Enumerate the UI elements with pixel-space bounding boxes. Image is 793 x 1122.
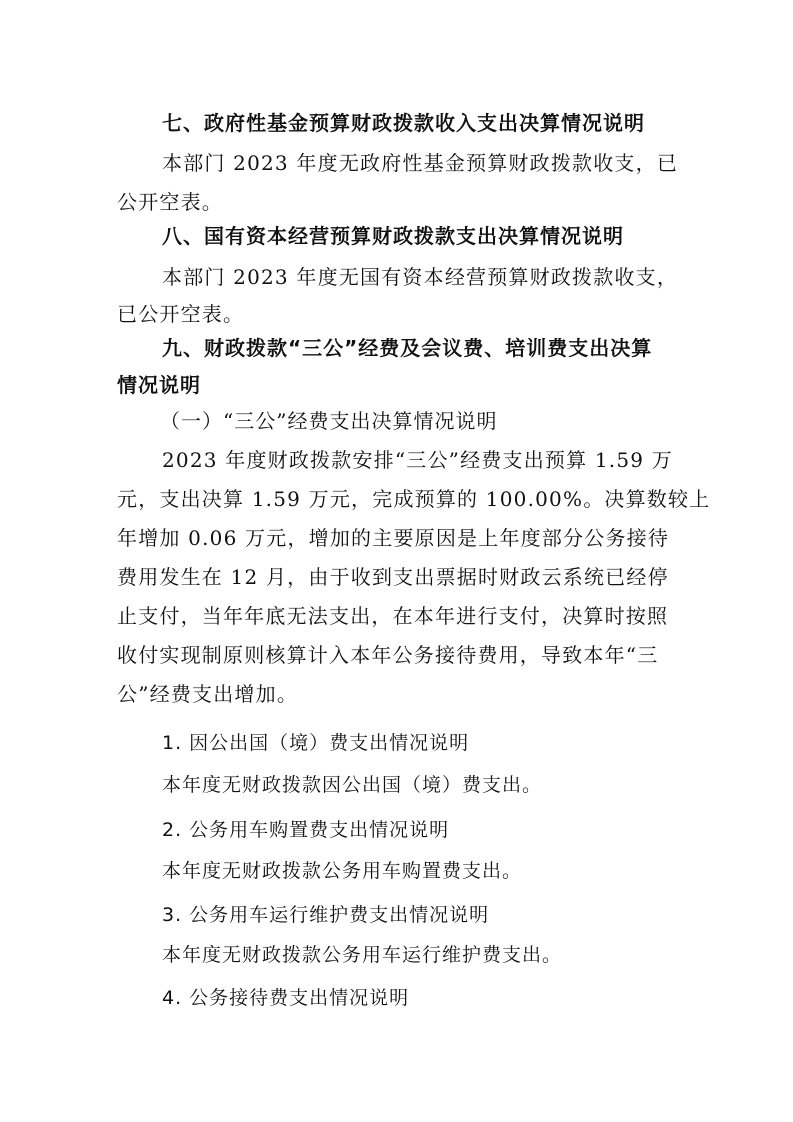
subsection-1-paragraph-line-3: 年增加 0.06 万元，增加的主要原因是上年度部分公务接待 <box>117 526 670 550</box>
section-7-paragraph-line-2: 公开空表。 <box>117 190 223 214</box>
item-1-heading: 1. 因公出国（境）费支出情况说明 <box>162 732 470 754</box>
item-4-heading: 4. 公务接待费支出情况说明 <box>162 987 410 1009</box>
subsection-1-heading: （一）“三公”经费支出决算情况说明 <box>160 409 498 433</box>
item-3-heading: 3. 公务用车运行维护费支出情况说明 <box>162 904 490 926</box>
section-8-paragraph-line-2: 已公开空表。 <box>117 302 245 326</box>
item-1-body: 本年度无财政拨款因公出国（境）费支出。 <box>162 774 543 796</box>
section-9-heading-line-2: 情况说明 <box>117 373 201 397</box>
item-3-body: 本年度无财政拨款公务用车运行维护费支出。 <box>162 944 563 966</box>
section-8-paragraph-line-1: 本部门 2023 年度无国有资本经营预算财政拨款收支， <box>162 265 679 289</box>
subsection-1-paragraph-line-7: 公”经费支出增加。 <box>117 682 299 706</box>
subsection-1-paragraph-line-4: 费用发生在 12 月，由于收到支出票据时财政云系统已经停 <box>117 565 669 589</box>
section-7-heading: 七、政府性基金预算财政拨款收入支出决算情况说明 <box>162 111 645 135</box>
section-7-paragraph-line-1: 本部门 2023 年度无政府性基金预算财政拨款收支，已 <box>162 151 679 175</box>
item-2-heading: 2. 公务用车购置费支出情况说明 <box>162 819 450 841</box>
subsection-1-paragraph-line-2: 元，支出决算 1.59 万元，完成预算的 100.00%。决算数较上 <box>117 487 711 511</box>
item-2-body: 本年度无财政拨款公务用车购置费支出。 <box>162 860 523 882</box>
subsection-1-paragraph-line-5: 止支付，当年年底无法支出，在本年进行支付，决算时按照 <box>117 604 669 628</box>
subsection-1-paragraph-line-6: 收付实现制原则核算计入本年公务接待费用，导致本年“三 <box>117 643 659 667</box>
subsection-1-paragraph-line-1: 2023 年度财政拨款安排“三公”经费支出预算 1.59 万 <box>162 448 673 472</box>
section-9-heading-line-1: 九、财政拨款“三公”经费及会议费、培训费支出决算 <box>162 336 653 360</box>
section-8-heading: 八、国有资本经营预算财政拨款支出决算情况说明 <box>162 224 624 248</box>
